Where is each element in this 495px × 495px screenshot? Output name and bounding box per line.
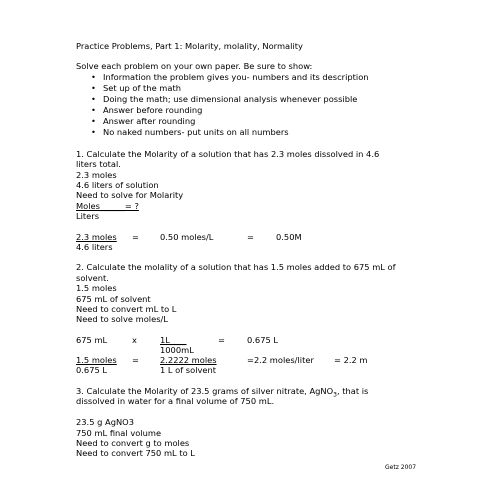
problem-2-conv-denominator: 1000mL xyxy=(160,345,194,355)
bullet-icon: • xyxy=(91,72,96,82)
problem-2-given-volume: 675 mL of solvent xyxy=(76,294,151,304)
problem-1-equals: = xyxy=(132,232,139,242)
problem-1-calc-numerator: 2.3 moles xyxy=(76,232,117,242)
list-item: Set up of the math xyxy=(103,83,181,93)
problem-2-conv-start: 675 mL xyxy=(76,335,108,345)
problem-3-question-cont: dissolved in water for a final volume of 750 mL. xyxy=(76,396,275,406)
problem-2-calc-mid-denominator: 1 L of solvent xyxy=(160,365,217,375)
bullet-icon: • xyxy=(91,127,96,137)
problem-1-need: Need to solve for Molarity xyxy=(76,190,184,200)
list-item: Information the problem gives you- numbers and its description xyxy=(103,72,369,82)
problem-1-setup-denominator: Liters xyxy=(76,211,100,221)
problem-2-need-convert: Need to convert mL to L xyxy=(76,304,177,314)
list-item: No naked numbers- put units on all numbers xyxy=(103,127,289,137)
bullet-icon: • xyxy=(91,116,96,126)
problem-2-calc-denominator: 0.675 L xyxy=(76,365,108,375)
list-item: Doing the math; use dimensional analysis whenever possible xyxy=(103,94,358,104)
page-title: Practice Problems, Part 1: Molarity, molality, Normality xyxy=(76,41,303,51)
problem-3-given-volume: 750 mL final volume xyxy=(76,428,162,438)
list-item: Answer after rounding xyxy=(103,116,196,126)
problem-2-equals: = xyxy=(218,335,225,345)
footer-credit: Getz 2007 xyxy=(385,464,417,471)
problem-2-conv-answer: 0.675 L xyxy=(247,335,279,345)
problem-1-setup-numerator: Moles______= ? xyxy=(76,201,139,211)
problem-2-need-solve: Need to solve moles/L xyxy=(76,314,168,324)
problem-3-question: 3. Calculate the Molarity of 23.5 grams of silver nitrate, AgNO$_3$, that is xyxy=(76,386,369,399)
problem-2-question-cont: solvent. xyxy=(76,273,109,283)
problem-2-given-moles: 1.5 moles xyxy=(76,283,117,293)
problem-3-need-liters: Need to convert 750 mL to L xyxy=(76,448,195,458)
problem-3-need-moles: Need to convert g to moles xyxy=(76,438,190,448)
problem-2-calc-result: =2.2 moles/liter xyxy=(247,355,314,365)
problem-1-given-moles: 2.3 moles xyxy=(76,170,117,180)
problem-2-equals: = xyxy=(132,355,139,365)
problem-1-calc-result: 0.50 moles/L xyxy=(160,232,214,242)
problem-2-conv-numerator: 1L____ xyxy=(160,335,187,345)
bullet-icon: • xyxy=(91,105,96,115)
problem-1-answer: 0.50M xyxy=(276,232,302,242)
problem-1-question: 1. Calculate the Molarity of a solution that has 2.3 moles dissolved in 4.6 xyxy=(76,149,380,159)
bullet-icon: • xyxy=(91,83,96,93)
instructions-intro: Solve each problem on your own paper. Be sure to show: xyxy=(76,61,313,71)
problem-3-given-mass: 23.5 g AgNO3 xyxy=(76,417,134,427)
problem-2-times: x xyxy=(132,335,137,345)
bullet-icon: • xyxy=(91,94,96,104)
problem-1-given-volume: 4.6 liters of solution xyxy=(76,180,159,190)
problem-2-question: 2. Calculate the molality of a solution that has 1.5 moles added to 675 mL of xyxy=(76,262,396,272)
problem-2-calc-mid-numerator: 2.2222 moles xyxy=(160,355,217,365)
list-item: Answer before rounding xyxy=(103,105,203,115)
problem-2-calc-numerator: 1.5 moles xyxy=(76,355,117,365)
problem-1-calc-denominator: 4.6 liters xyxy=(76,242,113,252)
problem-1-question-cont: liters total. xyxy=(76,159,121,169)
problem-2-answer: = 2.2 m xyxy=(334,355,368,365)
problem-1-equals: = xyxy=(247,232,254,242)
